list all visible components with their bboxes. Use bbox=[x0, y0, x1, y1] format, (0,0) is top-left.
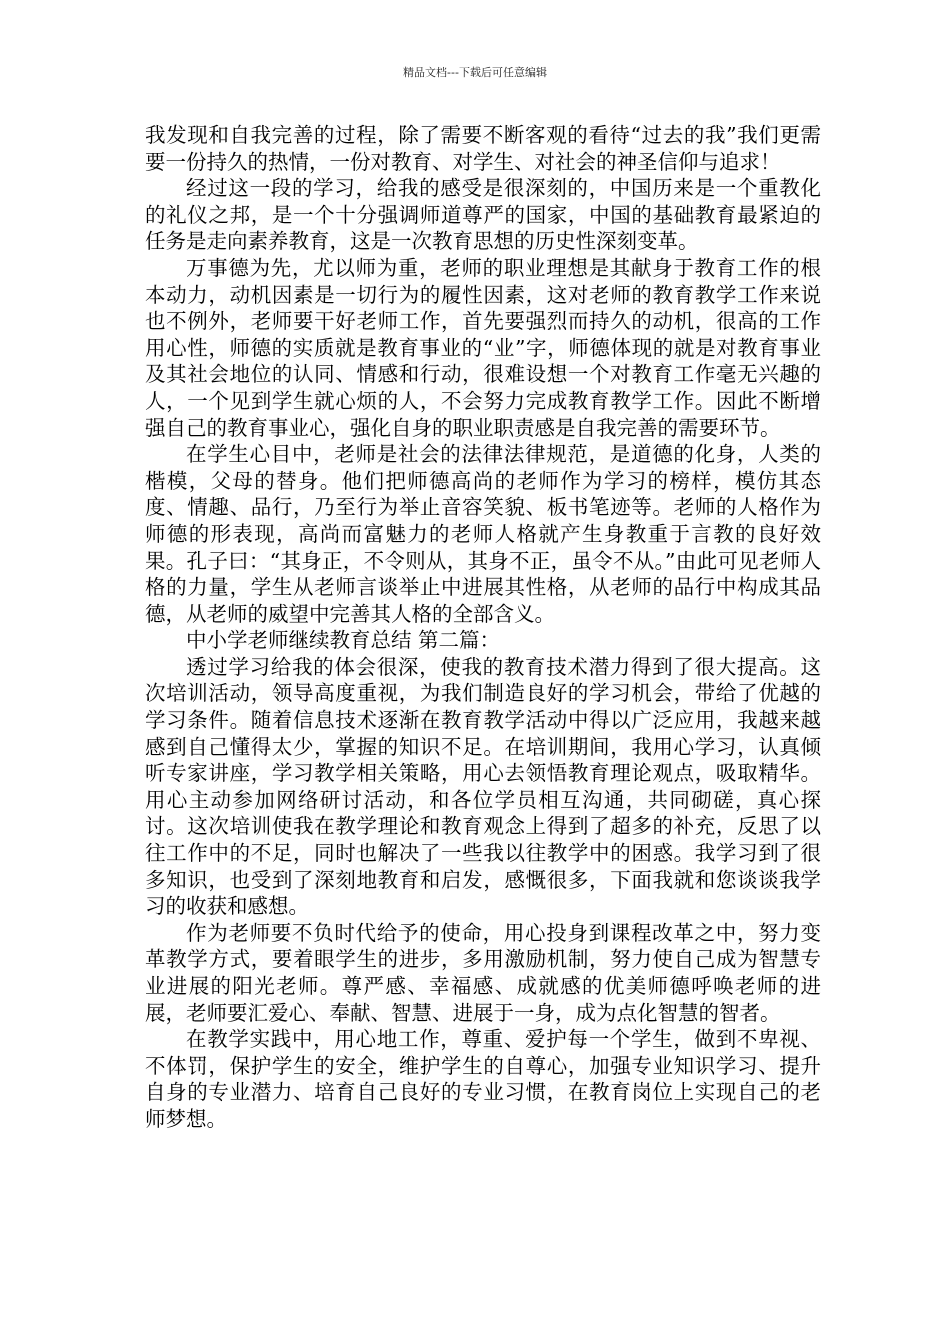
paragraph: 在教学实践中，用心地工作，尊重、爱护每一个学生，做到不卑视、不体罚，保护学生的安全，维护学生的自尊心，加强专业知识学习、提升自身的专业潜力、培育自己良好的专业习惯，在教育岗位上实现自己的老师梦想。 bbox=[145, 1027, 821, 1131]
paragraph: 万事德为先，尤以师为重，老师的职业理想是其献身于教育工作的根本动力，动机因素是一切行为的履性因素，这对老师的教育教学工作来说也不例外，老师要干好老师工作，首先要强烈而持久的动机，很高的工作用心性，师德的实质就是教育事业的“业”字，师德体现的就是对教育事业及其社会地位的认同、情感和行动，很难设想一个对教育工作毫无兴趣的人，一个见到学生就心烦的人，不会努力完成教育教学工作。因此不断增强自己的教育事业心，强化自身的职业职责感是自我完善的需要环节。 bbox=[145, 255, 821, 440]
section-heading: 中小学老师继续教育总结 第二篇： bbox=[186, 628, 501, 653]
paragraph: 透过学习给我的体会很深，使我的教育技术潜力得到了很大提高。这次培训活动，领导高度重视，为我们制造良好的学习机会，带给了优越的学习条件。随着信息技术逐渐在教育教学活动中得以广泛应用，我越来越感到自己懂得太少，掌握的知识不足。在培训期间，我用心学习，认真倾听专家讲座，学习教学相关策略，用心去领悟教育理论观点，吸取精华。用心主动参加网络研讨活动，和各位学员相互沟通，共同砌磋，真心探讨。这次培训使我在教学理论和教育观念上得到了超多的补充，反思了以往工作中的不足，同时也解决了一些我以往教学中的困惑。我学习到了很多知识，也受到了深刻地教育和启发，感慨很多，下面我就和您谈谈我学习的收获和感想。 bbox=[145, 654, 821, 919]
paragraph: 作为老师要不负时代给予的使命，用心投身到课程改革之中，努力变革教学方式，要着眼学生的进步，多用激励机制，努力使自己成为智慧专业进展的阳光老师。尊严感、幸福感、成就感的优美师德呼唤老师的进展，老师要汇爱心、奉献、智慧、进展于一身，成为点化智慧的智者。 bbox=[145, 920, 821, 1025]
paragraph: 经过这一段的学习，给我的感受是很深刻的，中国历来是一个重教化的礼仪之邦，是一个十分强调师道尊严的国家，中国的基础教育最紧迫的任务是走向素养教育，这是一次教育思想的历史性深刻变革。 bbox=[145, 176, 821, 254]
page-header: 精品文档---下载后可任意编辑 bbox=[403, 66, 547, 79]
document-body bbox=[145, 122, 821, 1133]
paragraph: 我发现和自我完善的过程，除了需要不断客观的看待“过去的我”我们更需要一份持久的热情，一份对教育、对学生、对社会的神圣信仰与追求！ bbox=[145, 123, 821, 174]
paragraph: 在学生心目中，老师是社会的法律法律规范，是道德的化身，人类的楷模，父母的替身。他们把师德高尚的老师作为学习的榜样，模仿其态度、情趣、品行，乃至行为举止音容笑貌、板书笔迹等。老师的人格作为师德的形表现，高尚而富魅力的老师人格就产生身教重于言教的良好效果。孔子曰：“其身正，不令则从，其身不正，虽令不从。”由此可见老师人格的力量，学生从老师言谈举止中进展其性格，从老师的品行中构成其品德，从老师的威望中完善其人格的全部含义。 bbox=[145, 442, 821, 626]
